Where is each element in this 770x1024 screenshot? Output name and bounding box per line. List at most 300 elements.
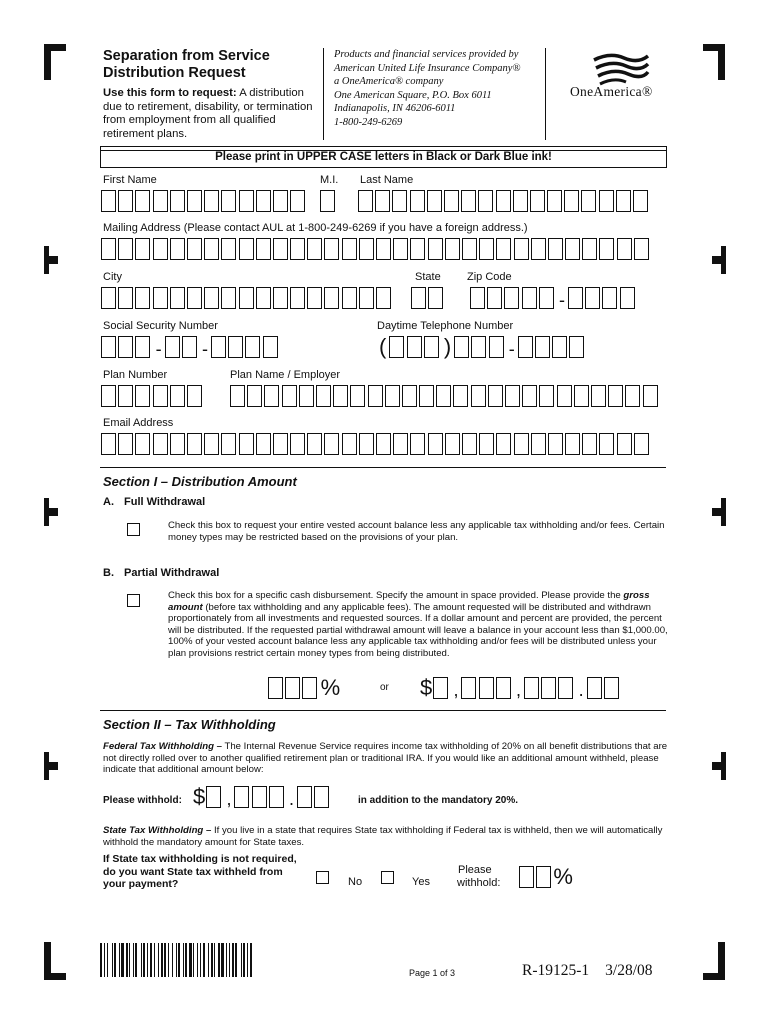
partial-withdrawal-heading: B. Partial Withdrawal [103, 567, 220, 579]
char-box[interactable] [536, 866, 551, 888]
percent-sign: % [320, 675, 341, 700]
char-box[interactable] [424, 336, 439, 358]
dollar-amount-field[interactable]: $ , , . [420, 677, 621, 699]
last-name-label: Last Name [360, 174, 414, 186]
city-label: City [103, 271, 122, 283]
char-box[interactable] [118, 287, 133, 309]
char-box[interactable] [568, 287, 583, 309]
partial-withdrawal-checkbox[interactable] [127, 594, 140, 607]
char-box[interactable] [101, 287, 116, 309]
char-box[interactable] [582, 433, 597, 455]
barcode-bar [221, 943, 224, 977]
corner-mark-bottom-left [44, 942, 66, 980]
char-box[interactable] [135, 287, 150, 309]
barcode-bar [203, 943, 205, 977]
page-number: Page 1 of 3 [409, 968, 456, 978]
char-box[interactable] [247, 385, 262, 407]
char-box[interactable] [239, 190, 254, 212]
char-box[interactable] [587, 677, 602, 699]
barcode-bar [176, 943, 177, 977]
barcode-bar [218, 943, 220, 977]
state-no-checkbox[interactable] [316, 871, 329, 884]
char-box[interactable] [204, 190, 219, 212]
side-mark-left-1 [44, 240, 64, 280]
char-box[interactable] [461, 677, 476, 699]
char-box[interactable] [333, 385, 348, 407]
percent-field[interactable] [268, 677, 343, 699]
char-box[interactable] [101, 336, 116, 358]
char-box[interactable] [170, 238, 185, 260]
char-box[interactable] [252, 786, 267, 808]
state-yes-checkbox[interactable] [381, 871, 394, 884]
section-1-title: Section I – Distribution Amount [103, 474, 297, 489]
barcode-bar [247, 943, 248, 977]
char-box[interactable] [245, 336, 260, 358]
char-box[interactable] [135, 433, 150, 455]
char-box[interactable] [552, 336, 567, 358]
char-box[interactable] [211, 336, 226, 358]
please-withhold-label: Please withhold: [103, 795, 182, 806]
char-box[interactable] [269, 786, 284, 808]
char-box[interactable] [479, 433, 494, 455]
char-box[interactable] [433, 677, 448, 699]
char-box[interactable] [462, 433, 477, 455]
zip-field[interactable]: - [470, 287, 637, 309]
plan-number-label: Plan Number [103, 369, 168, 381]
char-box[interactable] [478, 190, 493, 212]
mi-label: M.I. [320, 174, 339, 186]
char-box[interactable] [376, 433, 391, 455]
char-box[interactable] [290, 287, 305, 309]
mi-field[interactable] [320, 190, 337, 212]
barcode-bar [241, 943, 242, 977]
char-box[interactable] [436, 385, 451, 407]
char-box[interactable] [307, 238, 322, 260]
char-box[interactable] [101, 385, 116, 407]
char-box[interactable] [153, 385, 168, 407]
barcode-bar [112, 943, 113, 977]
state-field[interactable] [411, 287, 445, 309]
char-box[interactable] [342, 287, 357, 309]
char-box[interactable] [297, 786, 312, 808]
flag-icon [590, 52, 650, 88]
logo-divider [545, 48, 546, 140]
char-box[interactable] [324, 238, 339, 260]
char-box[interactable] [574, 385, 589, 407]
char-box[interactable] [228, 336, 243, 358]
barcode-bar [183, 943, 184, 977]
char-box[interactable] [599, 238, 614, 260]
char-box[interactable] [402, 385, 417, 407]
ssn-field[interactable]: - - [101, 336, 280, 358]
char-box[interactable] [428, 287, 443, 309]
char-box[interactable] [504, 287, 519, 309]
barcode-bar [178, 943, 180, 977]
char-box[interactable] [634, 238, 649, 260]
corner-mark-bottom-right [703, 942, 725, 980]
char-box[interactable] [634, 433, 649, 455]
char-box[interactable] [153, 238, 168, 260]
barcode-bar [129, 943, 130, 977]
char-box[interactable] [531, 238, 546, 260]
char-box[interactable] [558, 677, 573, 699]
char-box[interactable] [234, 786, 249, 808]
char-box[interactable] [479, 677, 494, 699]
char-box[interactable] [445, 238, 460, 260]
char-box[interactable] [393, 433, 408, 455]
state-no-label: No [348, 876, 363, 888]
char-box[interactable] [565, 433, 580, 455]
char-box[interactable] [285, 677, 300, 699]
char-box[interactable] [153, 190, 168, 212]
zip-label: Zip Code [467, 271, 512, 283]
char-box[interactable] [643, 385, 658, 407]
char-box[interactable] [135, 385, 150, 407]
char-box[interactable] [290, 433, 305, 455]
state-percent-field[interactable]: % [519, 866, 576, 888]
full-withdrawal-text: Check this box to request your entire vested account balance less any applicable tax withholding and/or fees. Certain money types may be restricted based on the provisions of your plan. [168, 520, 665, 543]
char-box[interactable] [316, 385, 331, 407]
char-box[interactable] [514, 238, 529, 260]
barcode-bar [104, 943, 105, 977]
char-box[interactable] [385, 385, 400, 407]
barcode-bar [197, 943, 198, 977]
char-box[interactable] [462, 238, 477, 260]
char-box[interactable] [547, 190, 562, 212]
char-box[interactable] [620, 287, 635, 309]
side-mark-right-1 [706, 240, 726, 280]
char-box[interactable] [428, 238, 443, 260]
state-please-withhold-label: Please withhold: [457, 864, 501, 889]
state-question: If State tax withholding is not required, do you want State tax withheld from your payment? [103, 853, 297, 890]
char-box[interactable] [221, 287, 236, 309]
barcode-bar [235, 943, 237, 977]
char-box[interactable] [282, 385, 297, 407]
char-box[interactable] [170, 433, 185, 455]
char-box[interactable] [342, 433, 357, 455]
char-box[interactable] [505, 385, 520, 407]
phone-label: Daytime Telephone Number [377, 320, 514, 332]
corner-mark-top-right [703, 44, 725, 82]
char-box[interactable] [427, 190, 442, 212]
char-box[interactable] [187, 287, 202, 309]
char-box[interactable] [539, 385, 554, 407]
char-box[interactable] [273, 190, 288, 212]
char-box[interactable] [541, 677, 556, 699]
char-box[interactable] [239, 238, 254, 260]
char-box[interactable] [153, 287, 168, 309]
partial-withdrawal-text: Check this box for a specific cash disbursement. Specify the amount in space provided. Please provide the gross amount (before tax withholding and any applicable fees). The amount requested will be distributed and withdrawn proportionately from all investments and requested sources. If a dollar amount and percent are provided, the percent will be distributed. If the requested partial withdrawal amount will leave a balance in your account less than $1,000.00, 100% of your vested account balance less any applicable tax withholding and/or fees will be distributed unless your plan provisions restrict certain money types from being distributed. [168, 590, 668, 659]
barcode-bar [154, 943, 155, 977]
char-box[interactable] [118, 190, 133, 212]
barcode-bar [193, 943, 194, 977]
char-box[interactable] [273, 287, 288, 309]
char-box[interactable] [230, 385, 245, 407]
char-box[interactable] [256, 287, 271, 309]
char-box[interactable] [368, 385, 383, 407]
char-box[interactable] [519, 866, 534, 888]
char-box[interactable] [359, 433, 374, 455]
side-mark-right-3 [706, 746, 726, 786]
barcode-bar [114, 943, 116, 977]
char-box[interactable] [324, 433, 339, 455]
barcode-bar [107, 943, 108, 977]
char-box[interactable] [118, 433, 133, 455]
barcode-bar [119, 943, 120, 977]
char-box[interactable] [307, 287, 322, 309]
char-box[interactable] [358, 190, 373, 212]
mailing-address-label: Mailing Address (Please contact AUL at 1-800-249-6269 if you have a foreign address.) [103, 222, 528, 234]
state-yes-label: Yes [412, 876, 430, 888]
char-box[interactable] [101, 190, 116, 212]
logo-text: OneAmerica® [570, 84, 653, 99]
char-box[interactable] [392, 190, 407, 212]
full-withdrawal-checkbox[interactable] [127, 523, 140, 536]
full-withdrawal-heading: A. Full Withdrawal [103, 496, 206, 508]
char-box[interactable] [206, 786, 221, 808]
state-label: State [415, 271, 441, 283]
char-box[interactable] [633, 190, 648, 212]
char-box[interactable] [410, 190, 425, 212]
last-name-field[interactable] [358, 190, 650, 212]
char-box[interactable] [299, 385, 314, 407]
char-box[interactable] [376, 238, 391, 260]
char-box[interactable] [461, 190, 476, 212]
barcode-bar [158, 943, 159, 977]
first-name-label: First Name [103, 174, 157, 186]
barcode-bar [147, 943, 148, 977]
char-box[interactable] [599, 433, 614, 455]
char-box[interactable] [608, 385, 623, 407]
char-box[interactable] [302, 677, 317, 699]
char-box[interactable] [187, 385, 202, 407]
char-box[interactable] [496, 190, 511, 212]
char-box[interactable] [428, 433, 443, 455]
char-box[interactable] [376, 287, 391, 309]
plan-name-field[interactable] [230, 385, 660, 407]
char-box[interactable] [585, 287, 600, 309]
char-box[interactable] [359, 287, 374, 309]
barcode-bar [208, 943, 209, 977]
char-box[interactable] [411, 287, 426, 309]
form-date: 3/28/08 [605, 962, 653, 979]
barcode-bar [232, 943, 234, 977]
char-box[interactable] [118, 238, 133, 260]
barcode-bar [214, 943, 215, 977]
char-box[interactable] [471, 336, 486, 358]
char-box[interactable] [204, 238, 219, 260]
char-box[interactable] [453, 385, 468, 407]
side-mark-right-2 [706, 492, 726, 532]
char-box[interactable] [496, 433, 511, 455]
char-box[interactable] [617, 238, 632, 260]
char-box[interactable] [264, 385, 279, 407]
char-box[interactable] [170, 385, 185, 407]
char-box[interactable] [118, 336, 133, 358]
char-box[interactable] [273, 433, 288, 455]
char-box[interactable] [342, 238, 357, 260]
char-box[interactable] [522, 385, 537, 407]
char-box[interactable] [581, 190, 596, 212]
form-title: Separation from Service Distribution Request [103, 48, 270, 81]
char-box[interactable] [239, 433, 254, 455]
char-box[interactable] [410, 433, 425, 455]
char-box[interactable] [564, 190, 579, 212]
char-box[interactable] [182, 336, 197, 358]
char-box[interactable] [324, 287, 339, 309]
char-box[interactable] [135, 190, 150, 212]
char-box[interactable] [625, 385, 640, 407]
plan-name-label: Plan Name / Employer [230, 369, 341, 381]
barcode-bar [133, 943, 134, 977]
char-box[interactable] [187, 190, 202, 212]
char-box[interactable] [350, 385, 365, 407]
char-box[interactable] [135, 336, 150, 358]
char-box[interactable] [407, 336, 422, 358]
barcode-bar [168, 943, 169, 977]
char-box[interactable] [471, 385, 486, 407]
char-box[interactable] [522, 287, 537, 309]
barcode-bar [121, 943, 124, 977]
char-box[interactable] [204, 433, 219, 455]
form-number: R-19125-1 3/28/08 [522, 962, 653, 979]
char-box[interactable] [548, 238, 563, 260]
char-box[interactable] [496, 677, 511, 699]
char-box[interactable] [518, 336, 533, 358]
char-box[interactable] [314, 786, 329, 808]
char-box[interactable] [221, 433, 236, 455]
char-box[interactable] [187, 238, 202, 260]
char-box[interactable] [256, 433, 271, 455]
barcode-bar [161, 943, 163, 977]
side-mark-left-2 [44, 492, 64, 532]
barcode-bar [189, 943, 192, 977]
char-box[interactable] [204, 287, 219, 309]
char-box[interactable] [263, 336, 278, 358]
char-box[interactable] [513, 190, 528, 212]
char-box[interactable] [514, 433, 529, 455]
email-field[interactable] [101, 433, 651, 455]
char-box[interactable] [445, 433, 460, 455]
char-box[interactable] [487, 287, 502, 309]
char-box[interactable] [153, 433, 168, 455]
char-box[interactable] [256, 190, 271, 212]
char-box[interactable] [591, 385, 606, 407]
char-box[interactable] [393, 238, 408, 260]
barcode-bar [126, 943, 128, 977]
char-box[interactable] [617, 433, 632, 455]
char-box[interactable] [444, 190, 459, 212]
barcode-bar [200, 943, 201, 977]
char-box[interactable] [135, 238, 150, 260]
char-box[interactable] [479, 238, 494, 260]
char-box[interactable] [488, 385, 503, 407]
char-box[interactable] [470, 287, 485, 309]
char-box[interactable] [170, 287, 185, 309]
char-box[interactable] [524, 677, 539, 699]
char-box[interactable] [290, 238, 305, 260]
barcode-bar [243, 943, 245, 977]
char-box[interactable] [489, 336, 504, 358]
char-box[interactable] [320, 190, 335, 212]
header-divider [323, 48, 324, 140]
char-box[interactable] [359, 238, 374, 260]
section-divider-1 [100, 467, 666, 468]
char-box[interactable] [582, 238, 597, 260]
first-name-field[interactable] [101, 190, 307, 212]
barcode-bar [250, 943, 252, 977]
char-box[interactable] [539, 287, 554, 309]
federal-additional-amount-field[interactable]: $ , . [193, 786, 331, 808]
barcode-bar [135, 943, 137, 977]
char-box[interactable] [535, 336, 550, 358]
char-box[interactable] [118, 385, 133, 407]
char-box[interactable] [419, 385, 434, 407]
char-box[interactable] [565, 238, 580, 260]
barcode [100, 943, 362, 977]
char-box[interactable] [557, 385, 572, 407]
char-box[interactable] [599, 190, 614, 212]
char-box[interactable] [410, 238, 425, 260]
section-2-title: Section II – Tax Withholding [103, 717, 276, 732]
char-box[interactable] [454, 336, 469, 358]
federal-withholding-text: Federal Tax Withholding – The Internal Revenue Service requires income tax withholding of 20% on all benefit distributions that are not directly rolled over to another qualified retirement plan or traditional IRA. If you would like an additional amount withheld, please indicate that additional amount below: [103, 741, 668, 775]
oneamerica-logo [570, 52, 670, 104]
intro-text: Use this form to request: A distribution due to retirement, disability, or termination from employment from all qualified retirement plans. [103, 87, 313, 140]
section-divider-2 [100, 710, 666, 711]
mailing-address-field[interactable] [101, 238, 651, 260]
city-field[interactable] [101, 287, 393, 309]
state-withholding-text: State Tax Withholding – If you live in a state that requires State tax withholding if Federal tax is withheld, then we will automatically withhold the mandatory amount for State taxes. [103, 825, 663, 848]
char-box[interactable] [256, 238, 271, 260]
char-box[interactable] [268, 677, 283, 699]
char-box[interactable] [273, 238, 288, 260]
side-mark-left-3 [44, 746, 64, 786]
barcode-bar [226, 943, 227, 977]
char-box[interactable] [290, 190, 305, 212]
phone-field[interactable]: ( ) - [376, 336, 587, 358]
barcode-bar [211, 943, 213, 977]
or-label: or [380, 682, 389, 693]
char-box[interactable] [604, 677, 619, 699]
char-box[interactable] [221, 238, 236, 260]
char-box[interactable] [101, 238, 116, 260]
char-box[interactable] [307, 433, 322, 455]
barcode-bar [229, 943, 230, 977]
instruction-banner: Please print in UPPER CASE letters in Black or Dark Blue ink! [100, 146, 667, 168]
barcode-bar [141, 943, 142, 977]
char-box[interactable] [496, 238, 511, 260]
char-box[interactable] [616, 190, 631, 212]
char-box[interactable] [221, 190, 236, 212]
barcode-bar [143, 943, 145, 977]
char-box[interactable] [165, 336, 180, 358]
char-box[interactable] [239, 287, 254, 309]
plan-number-field[interactable] [101, 385, 204, 407]
char-box[interactable] [187, 433, 202, 455]
char-box[interactable] [170, 190, 185, 212]
char-box[interactable] [530, 190, 545, 212]
char-box[interactable] [531, 433, 546, 455]
email-label: Email Address [103, 417, 174, 429]
ssn-label: Social Security Number [103, 320, 218, 332]
char-box[interactable] [602, 287, 617, 309]
char-box[interactable] [389, 336, 404, 358]
char-box[interactable] [569, 336, 584, 358]
char-box[interactable] [375, 190, 390, 212]
char-box[interactable] [548, 433, 563, 455]
char-box[interactable] [101, 433, 116, 455]
